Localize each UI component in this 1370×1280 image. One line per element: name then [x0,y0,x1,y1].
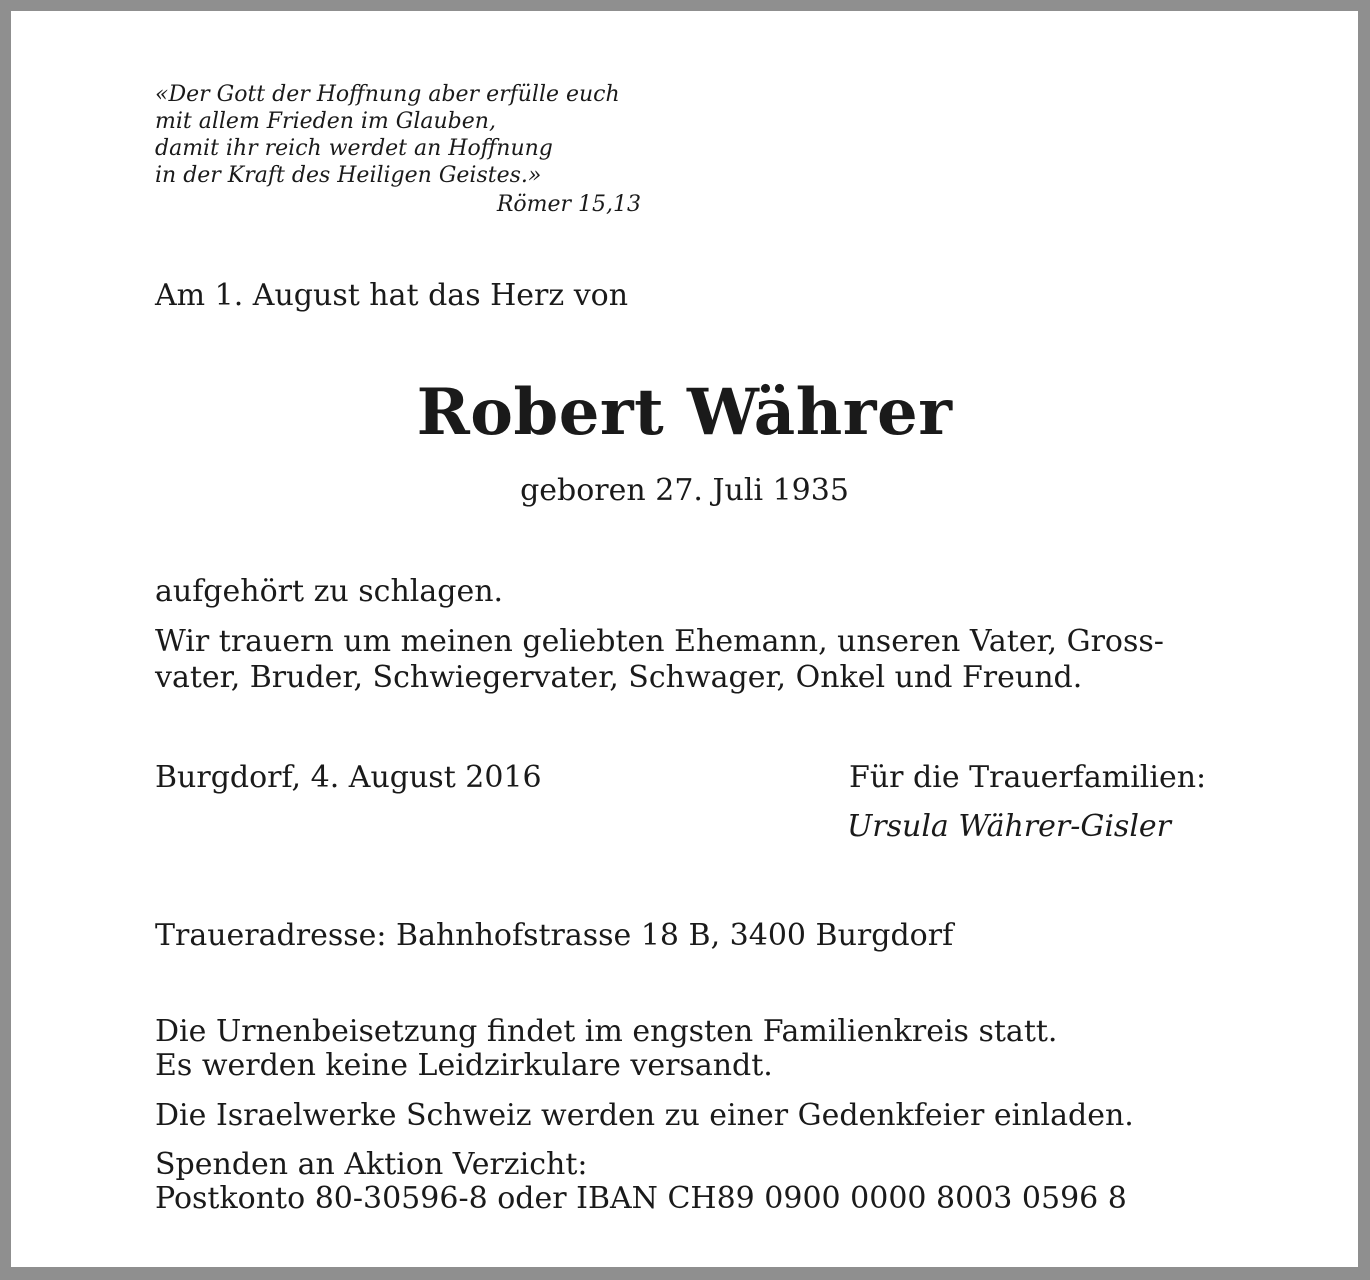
for-family-label: Für die Trauerfamilien: [849,760,1207,795]
birth-date: geboren 27. Juli 1935 [520,473,849,508]
quote-line: mit allem Frieden im Glauben, [155,109,496,134]
intro-text: Am 1. August hat das Herz von [155,278,629,313]
burial-line: Die Urnenbeisetzung findet im engsten Familienkreis statt. [155,1014,1058,1049]
quote-line: damit ihr reich werdet an Hoffnung [155,136,553,161]
mourning-line: vater, Bruder, Schwiegervater, Schwager, Onkel und Freund. [155,660,1083,695]
place-date: Burgdorf, 4. August 2016 [155,760,542,795]
memorial-text: Die Israelwerke Schweiz werden zu einer Gedenkfeier einladen. [155,1098,1134,1133]
quote-line: in der Kraft des Heiligen Geistes.» [155,163,542,188]
burial-line: Es werden keine Leidzirkulare versandt. [155,1048,773,1083]
burial-paragraph [155,1015,1057,1083]
donation-line: Spenden an Aktion Verzicht: [155,1147,588,1182]
bible-quote [155,81,655,218]
quote-reference: Römer 15,13 [496,192,641,217]
obituary-card [11,11,1358,1267]
quote-line: «Der Gott der Hoffnung aber erfülle euch [155,82,620,107]
donation-paragraph [155,1148,1127,1216]
mourning-line: Wir trauern um meinen geliebten Ehemann, unseren Vater, Gross- [155,624,1164,659]
deceased-name: Robert Währer [416,375,953,450]
mourning-paragraph [155,624,1164,696]
signer-name: Ursula Währer-Gisler [847,809,1172,844]
mourning-address: Traueradresse: Bahnhofstrasse 18 B, 3400 Burgdorf [155,918,954,953]
donation-line: Postkonto 80-30596-8 oder IBAN CH89 0900 0000 8003 0596 8 [155,1181,1127,1216]
paragraph-stopped-beating: aufgehört zu schlagen. [155,574,504,609]
